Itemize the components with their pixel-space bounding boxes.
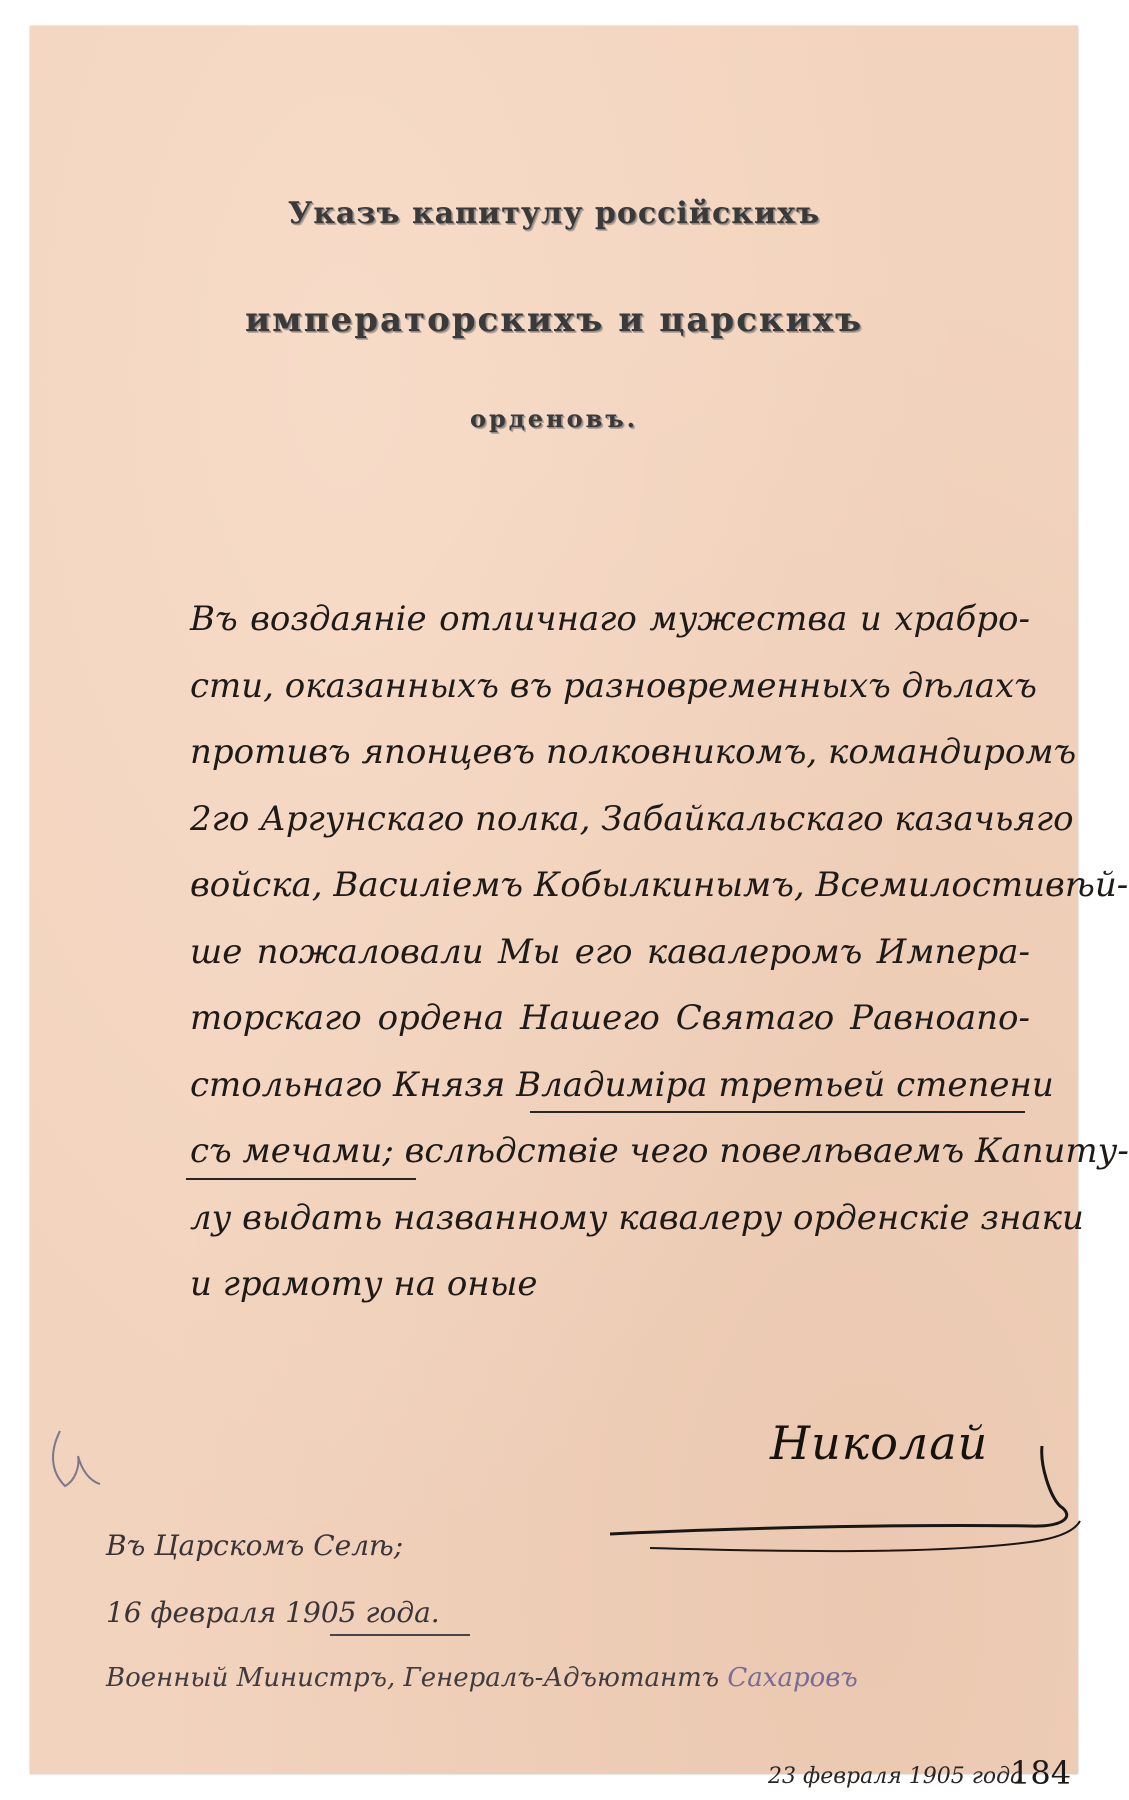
body-line-10: лу выдать названному кавалеру орденскіе знаки (190, 1197, 1084, 1238)
countersignature-line (106, 1663, 858, 1693)
decree-title-line-2: императорскихъ и царскихъ (244, 300, 864, 340)
body-line-9: съ мечами; вслѣдствіе чего повелѣваемъ Капиту- (190, 1131, 1129, 1171)
margin-mark-icon (40, 1426, 110, 1496)
document-sheet (30, 26, 1129, 1792)
decree-title-line-1: Указъ капитулу россійскихъ (287, 196, 821, 231)
underline-swords (186, 1178, 416, 1180)
registration-date: 23 февраля 1905 года (768, 1764, 1024, 1789)
imperial-signature: Николай (770, 1416, 989, 1470)
body-line-1: Въ воздаяніе отличнаго мужества и храбро- (190, 599, 1030, 639)
place-line: Въ Царскомъ Селѣ; (106, 1529, 404, 1562)
decree-body (190, 586, 1129, 1318)
body-line-4: 2го Аргунскаго полка, Забайкальскаго казачьяго (190, 798, 1074, 839)
minister-name: Сахаровъ (727, 1663, 858, 1693)
body-line-8: стольнаго Князя Владиміра третьей степени (190, 1064, 1054, 1105)
decree-title-line-3: орденовъ. (469, 404, 639, 433)
underline-order-name (530, 1111, 1025, 1113)
body-line-6: ше пожаловали Мы его кавалеромъ Импера- (190, 931, 1030, 972)
body-line-5: войска, Василіемъ Кобылкинымъ, Всемилостивѣй- (190, 865, 1129, 905)
minister-title: Военный Министръ, Генералъ-Адъютантъ (106, 1663, 720, 1693)
registration-number: 184 (1010, 1754, 1072, 1792)
body-line-3: противъ японцевъ полковникомъ, командиромъ (190, 732, 1077, 772)
date-line: 16 февраля 1905 года. (106, 1596, 440, 1629)
signature-flourish-icon (610, 1426, 1090, 1566)
body-line-7: торскаго ордена Нашего Святаго Равноапо- (190, 998, 1030, 1038)
date-underline (330, 1634, 470, 1636)
body-line-2: сти, оказанныхъ въ разновременныхъ дѣлахъ (190, 665, 1037, 706)
body-line-11: и грамоту на оные (190, 1264, 538, 1304)
